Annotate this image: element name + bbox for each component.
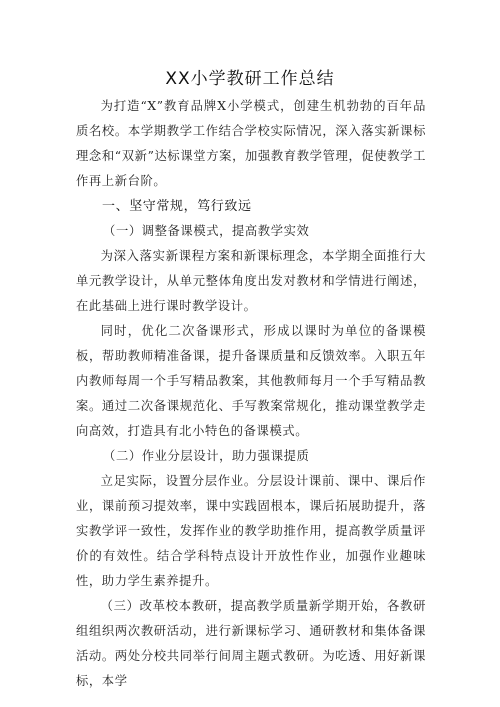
intro-paragraph: 为打造“X”教育品牌X小学模式，创建生机勃勃的百年品质名校。本学期教学工作结合学校实际情况，深入落实新课标理念和“双新”达标课堂方案，加强教育教学管理，促使教学工作再上新台阶。 [76, 99, 426, 188]
body-paragraph: 立足实际，设置分层作业。分层设计课前、课中、课后作业，课前预习提效率，课中实践固根本，课后拓展助提升，落实教学评一致性，发挥作业的教学助推作用，提高教学质量评价的有效性。结合学科特点设计开放性作业，加强作业趣味性，助力学生素养提升。 [76, 474, 426, 588]
section-heading: 一、坚守常规，笃行致远 [102, 199, 252, 214]
document-body [76, 94, 426, 694]
body-paragraph: 同时，优化二次备课形式，形成以课时为单位的备课模板，帮助教师精准备课，提升备课质量和反馈效率。入职五年内教师每周一个手写精品教案，其他教师每月一个手写精品教案。通过二次备课规范化、手写教案常规化，推动课堂教学走向高效，打造具有北小特色的备课模式。 [76, 324, 426, 438]
document-title: XX小学教研工作总结 [165, 69, 335, 89]
subsection-heading: （二）作业分层设计，助力强课提质 [103, 449, 310, 463]
body-paragraph: 为深入落实新课程方案和新课标理念，本学期全面推行大单元教学设计，从单元整体角度出发对教材和学情进行阐述，在此基础上进行课时教学设计。 [76, 249, 426, 313]
body-paragraph: （三）改革校本教研，提高教学质量新学期开始，各教研组组织两次教研活动，进行新课标学习、通研教材和集体备课活动。两处分校共同举行间周主题式教研。为吃透、用好新课标，本学 [76, 599, 426, 688]
subsection-heading: （一）调整备课模式，提高教学实效 [103, 224, 310, 238]
